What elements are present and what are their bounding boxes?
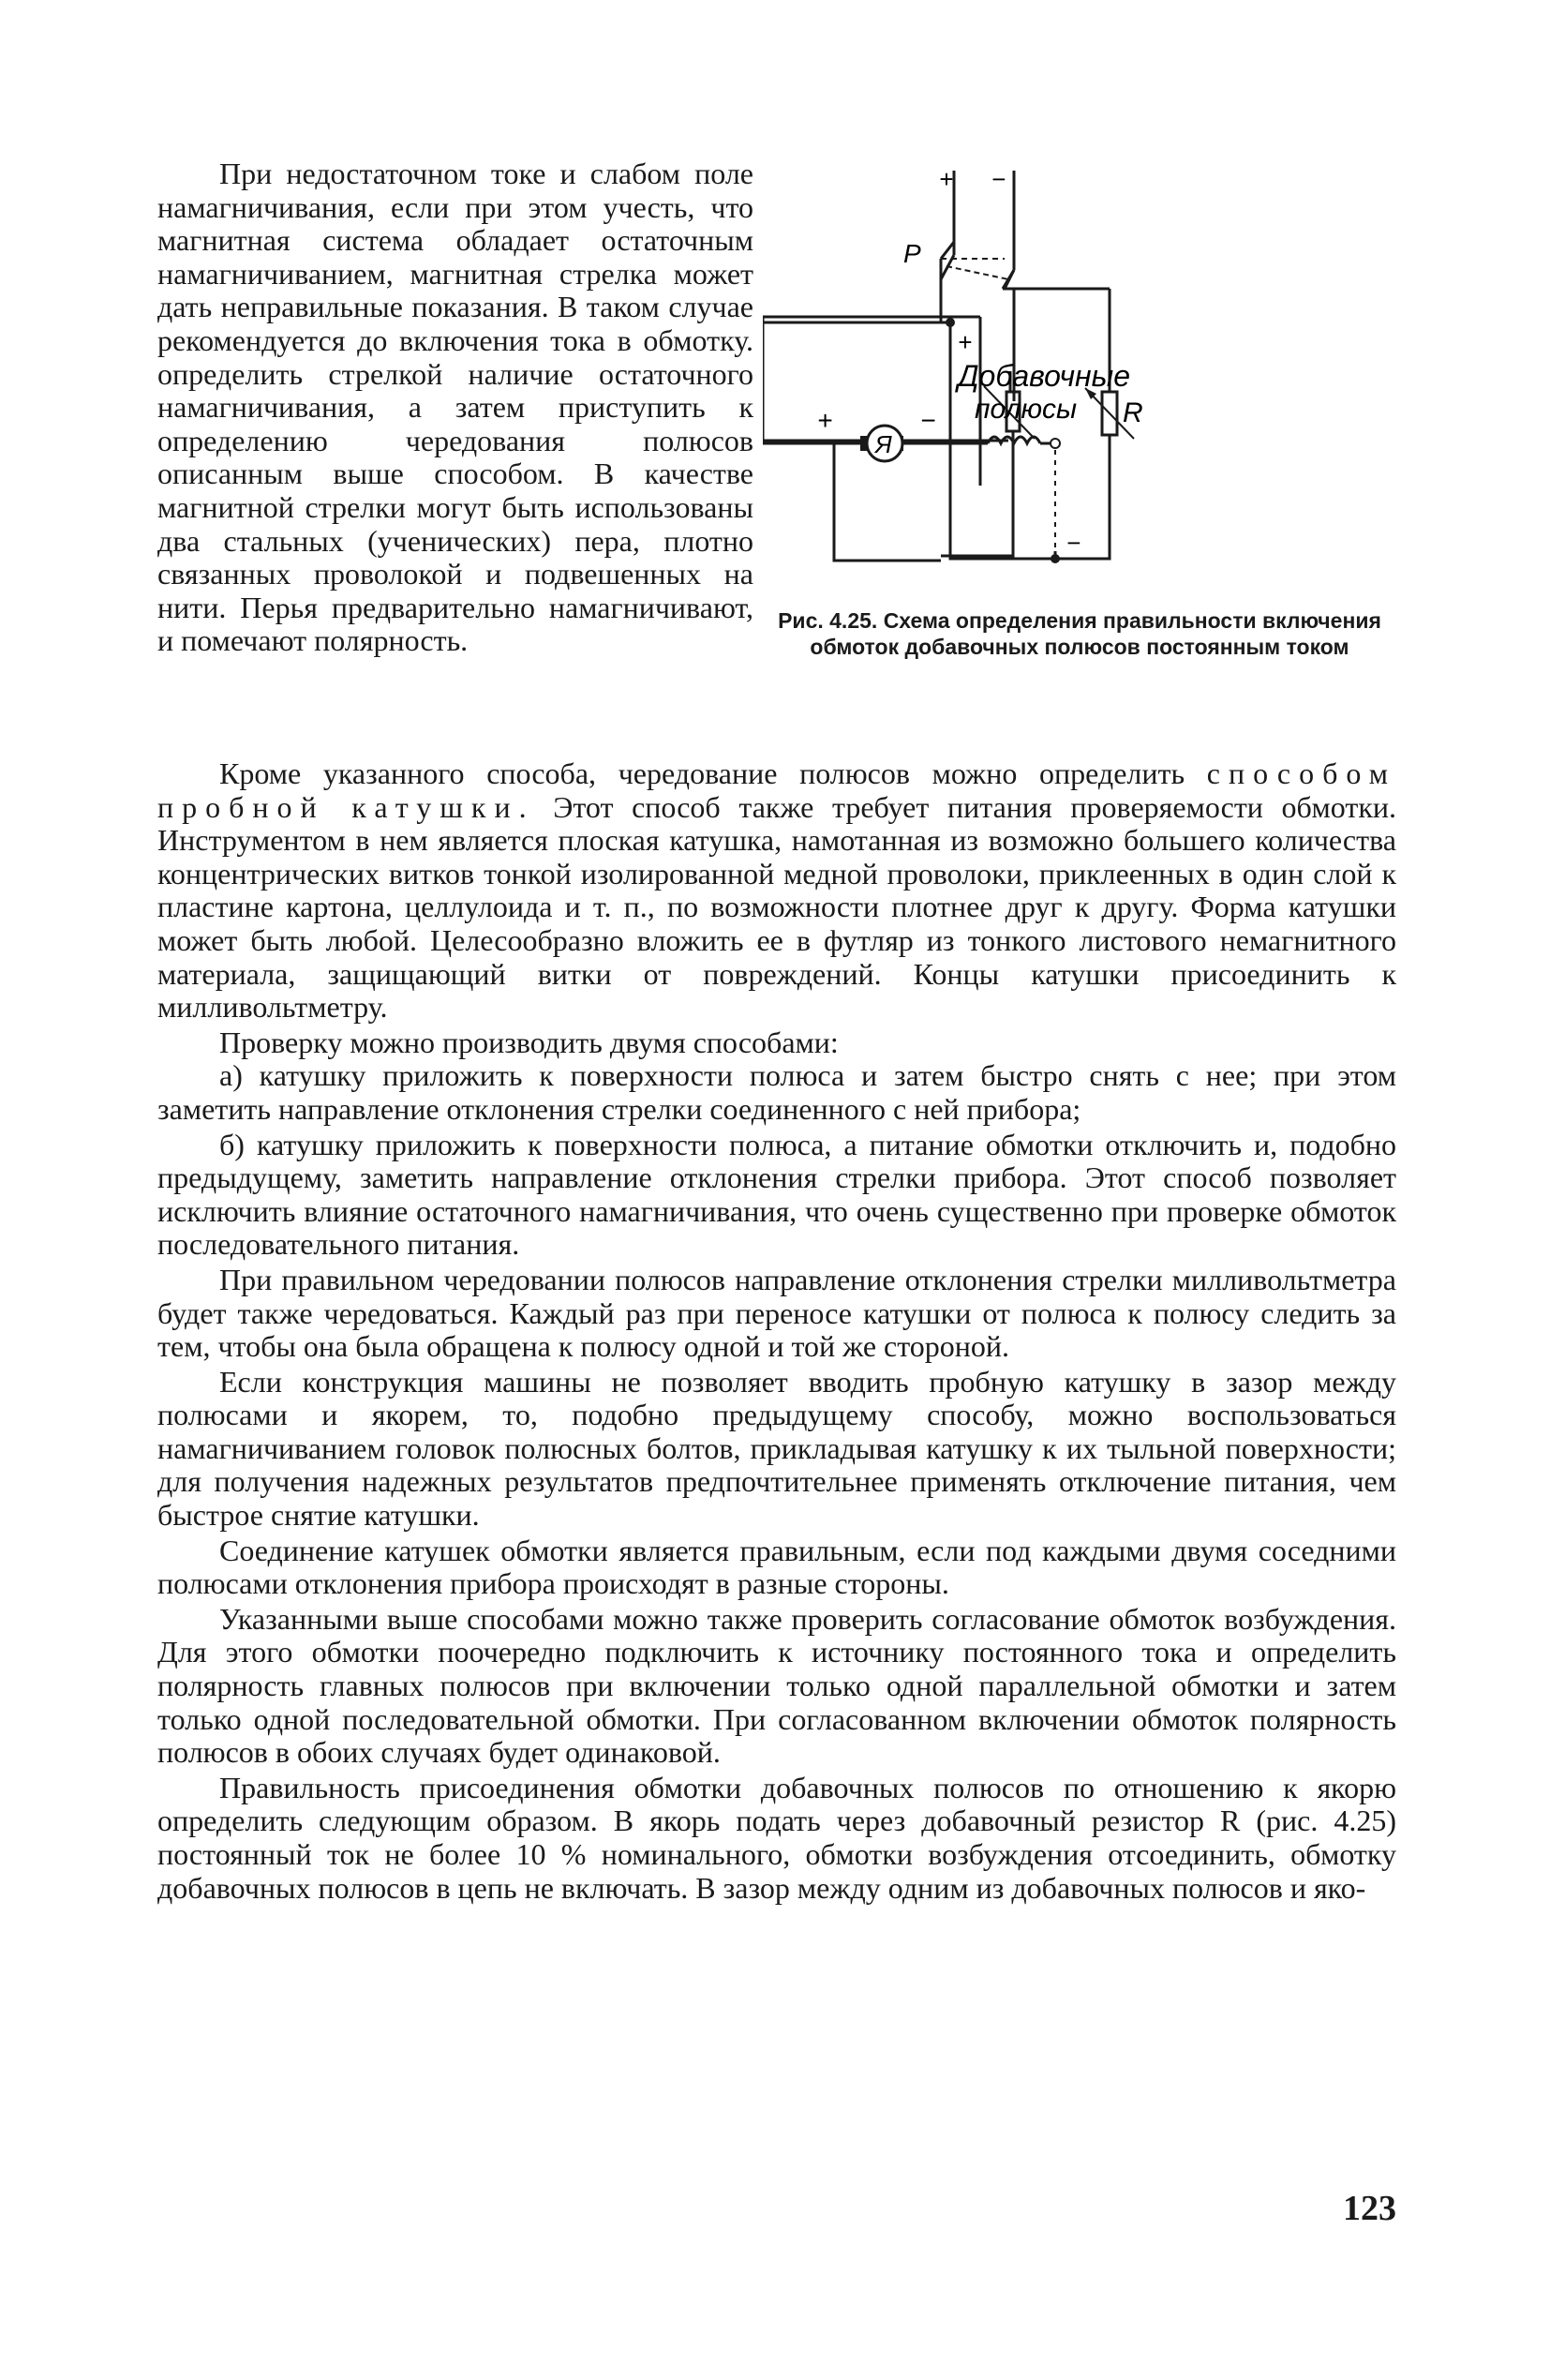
paragraph-added-poles: Правильность присоединения обмотки добавочных полюсов по отношению к якорю определить следующим образом. В якорь подать через добавочный резистор R (рис. 4.25) постоянный ток не более 10 % номинального, обмотки возбуждения отсоединить, обмотку добавочных полюсов в цепь не включать. В зазор между одним из добавочных полюсов и яко- (157, 1770, 1396, 1905)
list-item-b: б) катушку приложить к поверхности полюса, а питание обмотки отключить и, подобно предыдущему, заметить направление отклонения стрелки прибора. Этот способ позволяет исключить влияние остаточного намагничивания, что очень существенно при проверке обмоток последовательного питания. (157, 1127, 1396, 1262)
paragraph-field-windings: Указанными выше способами можно также проверить согласование обмоток возбуждения. Для этого обмотки поочередно подключить к источнику постоянного тока и определить полярность главных полюсов при включении только одной параллельной обмотки и затем только одной последовательной обмотки. При согласованном включении обмоток полярность полюсов в обоих случаях будет одинаковой. (157, 1601, 1396, 1770)
paragraph-methods-intro: Проверку можно производить двумя способами: (219, 1025, 839, 1059)
label-switch-p: P (903, 239, 921, 268)
main-loop-left (763, 279, 941, 441)
paragraph-correct-connection: Соединение катушек обмотки является правильным, если под каждыми двумя соседними полюсами отклонения прибора происходят в разные стороны. (157, 1533, 1396, 1601)
label-armature-ya: Я (875, 430, 892, 458)
circuit-diagram (763, 157, 1396, 598)
label-minus-top: − (991, 165, 1006, 193)
list-item-a: а) катушку приложить к поверхности полюса и затем быстро снять с нее; при этом заметить направление отклонения стрелки соединенного с ней прибора; (157, 1058, 1396, 1126)
resistor-bottom-wire (941, 431, 1013, 556)
intro-paragraph: При недостаточном токе и слабом поле намагничивания, если при этом учесть, что магнитная система обладает остаточным намагничиванием, магнитная стрелка может дать неправильные показания. В таком случае рекомендуется до включения тока в обмотку. определить стрелкой наличие остаточного намагничивания, а затем приступить к определению чередования полюсов описанным выше способом. В качестве магнитной стрелки могут быть использованы два стальных (ученических) пера, плотно связанных проволокой и подвешенных на нити. Перья предварительно намагничивают, и помечают полярность. (157, 157, 753, 658)
page-number: 123 (1343, 2189, 1396, 2228)
label-minus-armature: − (920, 406, 936, 435)
label-plus-armature: + (817, 406, 833, 435)
paragraph-2-emphasis: способом пробной катушки. (157, 756, 1396, 824)
switch-p (941, 171, 1110, 289)
main-text (157, 757, 1396, 1905)
paragraph-alternation: При правильном чередовании полюсов направление отклонения стрелки милливольтметра будет также чередоваться. Каждый раз при переносе катушки от полюса к полюсу следить за тем, чтобы она была обращена к полюсу одной и той же стороной. (157, 1262, 1396, 1364)
label-added-poles-2: полюсы (975, 394, 1078, 425)
label-plus-top: + (939, 165, 954, 193)
label-minus-bottom: − (1066, 529, 1081, 557)
paragraph-2-rest: Этот способ также требует питания проверяемости обмотки. Инструментом в нем является плоская катушка, намотанная из возможно большего количества концентрических витков тонкой изолированной медной проволоки, приклеенных в один слой к пластине картона, целлулоида и т. п., по возможности плотнее друг к другу. Форма катушки может быть любой. Целесообразно вложить ее в футляр из тонкого листового немагнитного материала, защищающий витки от повреждений. Концы катушки присоединить к милливольтметру. (157, 789, 1397, 1025)
figure-4-25 (763, 157, 1396, 701)
book-page (157, 157, 1396, 2267)
label-resistor-r: R (1123, 397, 1143, 428)
paragraph-2-start: Кроме указанного способа, чередование полюсов можно определить (219, 756, 1207, 790)
paragraph-construction: Если конструкция машины не позволяет вводить пробную катушку в зазор между полюсами и якорем, то, подобно предыдущему способу, можно воспользоваться намагничиванием головок полюсных болтов, прикладывая катушку к их тыльной поверхности; для получения надежных результатов предпочтительнее применять отключение питания, чем быстрое снятие катушки. (157, 1364, 1396, 1533)
paragraph-pilot-coil (157, 757, 1396, 1025)
label-added-poles-1: Добавочные (958, 359, 1130, 393)
figure-caption: Рис. 4.25. Схема определения правильности включения обмоток добавочных полюсов постоянным током (778, 608, 1381, 659)
label-plus-mid: + (958, 328, 973, 356)
